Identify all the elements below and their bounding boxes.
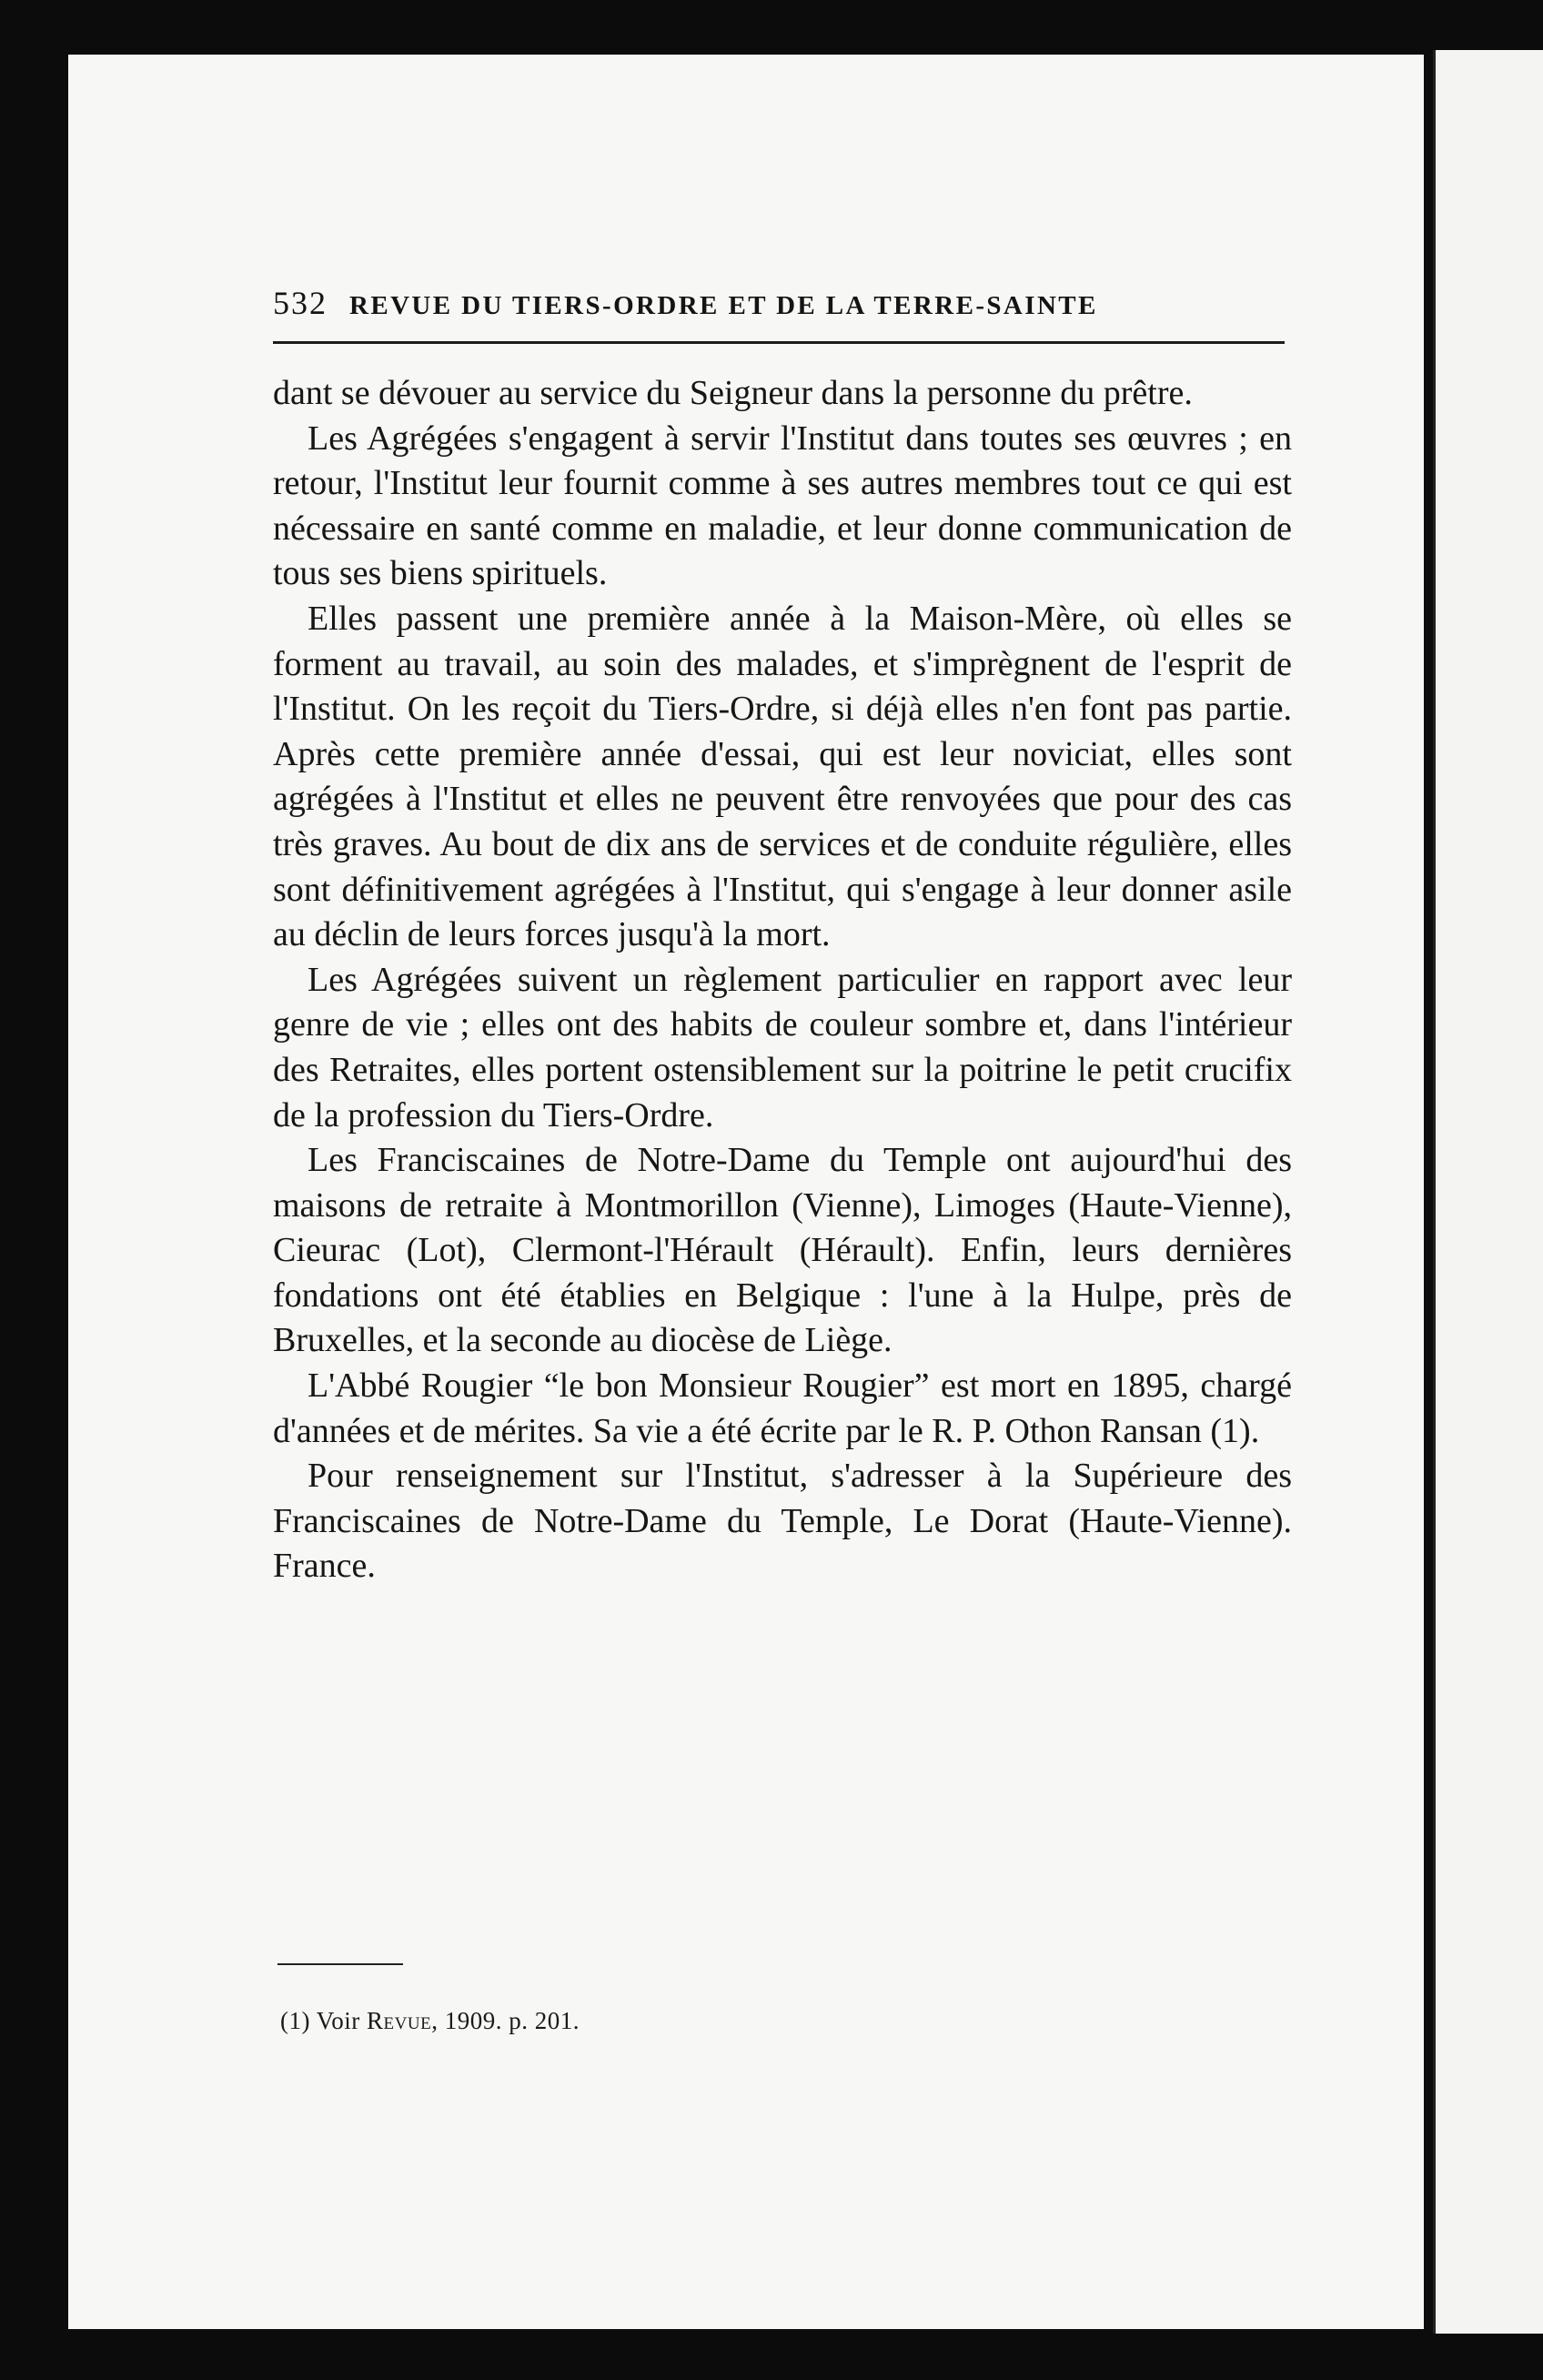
footnote-rule (277, 1963, 403, 1965)
page-number: 532 (273, 285, 328, 321)
running-title: REVUE DU TIERS-ORDRE ET DE LA TERRE-SAINTE (349, 291, 1098, 320)
paragraph: dant se dévouer au service du Seigneur dans la personne du prêtre. (273, 374, 1193, 412)
paragraph: Pour renseignement sur l'Institut, s'adresser à la Supérieure des Franciscaines de Notre-Dame du Temple, Le Dorat (Haute-Vienne). France. (273, 1457, 1292, 1586)
paragraph: Les Franciscaines de Notre-Dame du Temple ont aujourd'hui des maisons de retraite à Montmorillon (Vienne), Limoges (Haute-Vienne), Cieurac (Lot), Clermont-l'Hérault (Hérault). Enfin, leurs dernières fondations ont été établies en Belgique : l'une à la Hulpe, près de Bruxelles, et la seconde au diocèse de Liège. (273, 1141, 1292, 1360)
footnote-text-before: Voir (316, 2007, 360, 2034)
facing-page-edge (1433, 50, 1543, 2334)
footnote-text-after: , 1909. p. 201. (431, 2007, 580, 2034)
footnote-journal: Revue (367, 2007, 432, 2034)
paragraph: Les Agrégées suivent un règlement particulier en rapport avec leur genre de vie ; elles ont des habits de couleur sombre et, dans l'intérieur des Retraites, elles portent ostensiblement sur la poitrine le petit crucifix de la profession du Tiers-Ordre. (273, 960, 1292, 1135)
paragraph: Elles passent une première année à la Maison-Mère, où elles se forment au travail, au soin des malades, et s'imprègnent de l'esprit de l'Institut. On les reçoit du Tiers-Ordre, si déjà elles n'en font pas partie. Après cette première année d'essai, qui est leur noviciat, elles sont agrégées à l'Institut et elles ne peuvent être renvoyées que pour des cas très graves. Au bout de dix ans de services et de conduite régulière, elles sont définitivement agrégées à l'Institut, qui s'engage à leur donner asile au déclin de leurs forces jusqu'à la mort. (273, 599, 1292, 954)
footnote (280, 2007, 580, 2035)
paragraph: Les Agrégées s'engagent à servir l'Institut dans toutes ses œuvres ; en retour, l'Institut leur fournit comme à ses autres membres tout ce qui est nécessaire en santé comme en maladie, et leur donne communication de tous ses biens spirituels. (273, 419, 1292, 593)
header-rule (273, 341, 1285, 344)
body-text (273, 371, 1292, 1589)
paragraph: L'Abbé Rougier “le bon Monsieur Rougier” est mort en 1895, chargé d'années et de mérites. Sa vie a été écrite par le R. P. Othon Ransan (1). (273, 1366, 1292, 1450)
running-header (273, 284, 1285, 322)
footnote-marker: (1) (280, 2007, 310, 2034)
